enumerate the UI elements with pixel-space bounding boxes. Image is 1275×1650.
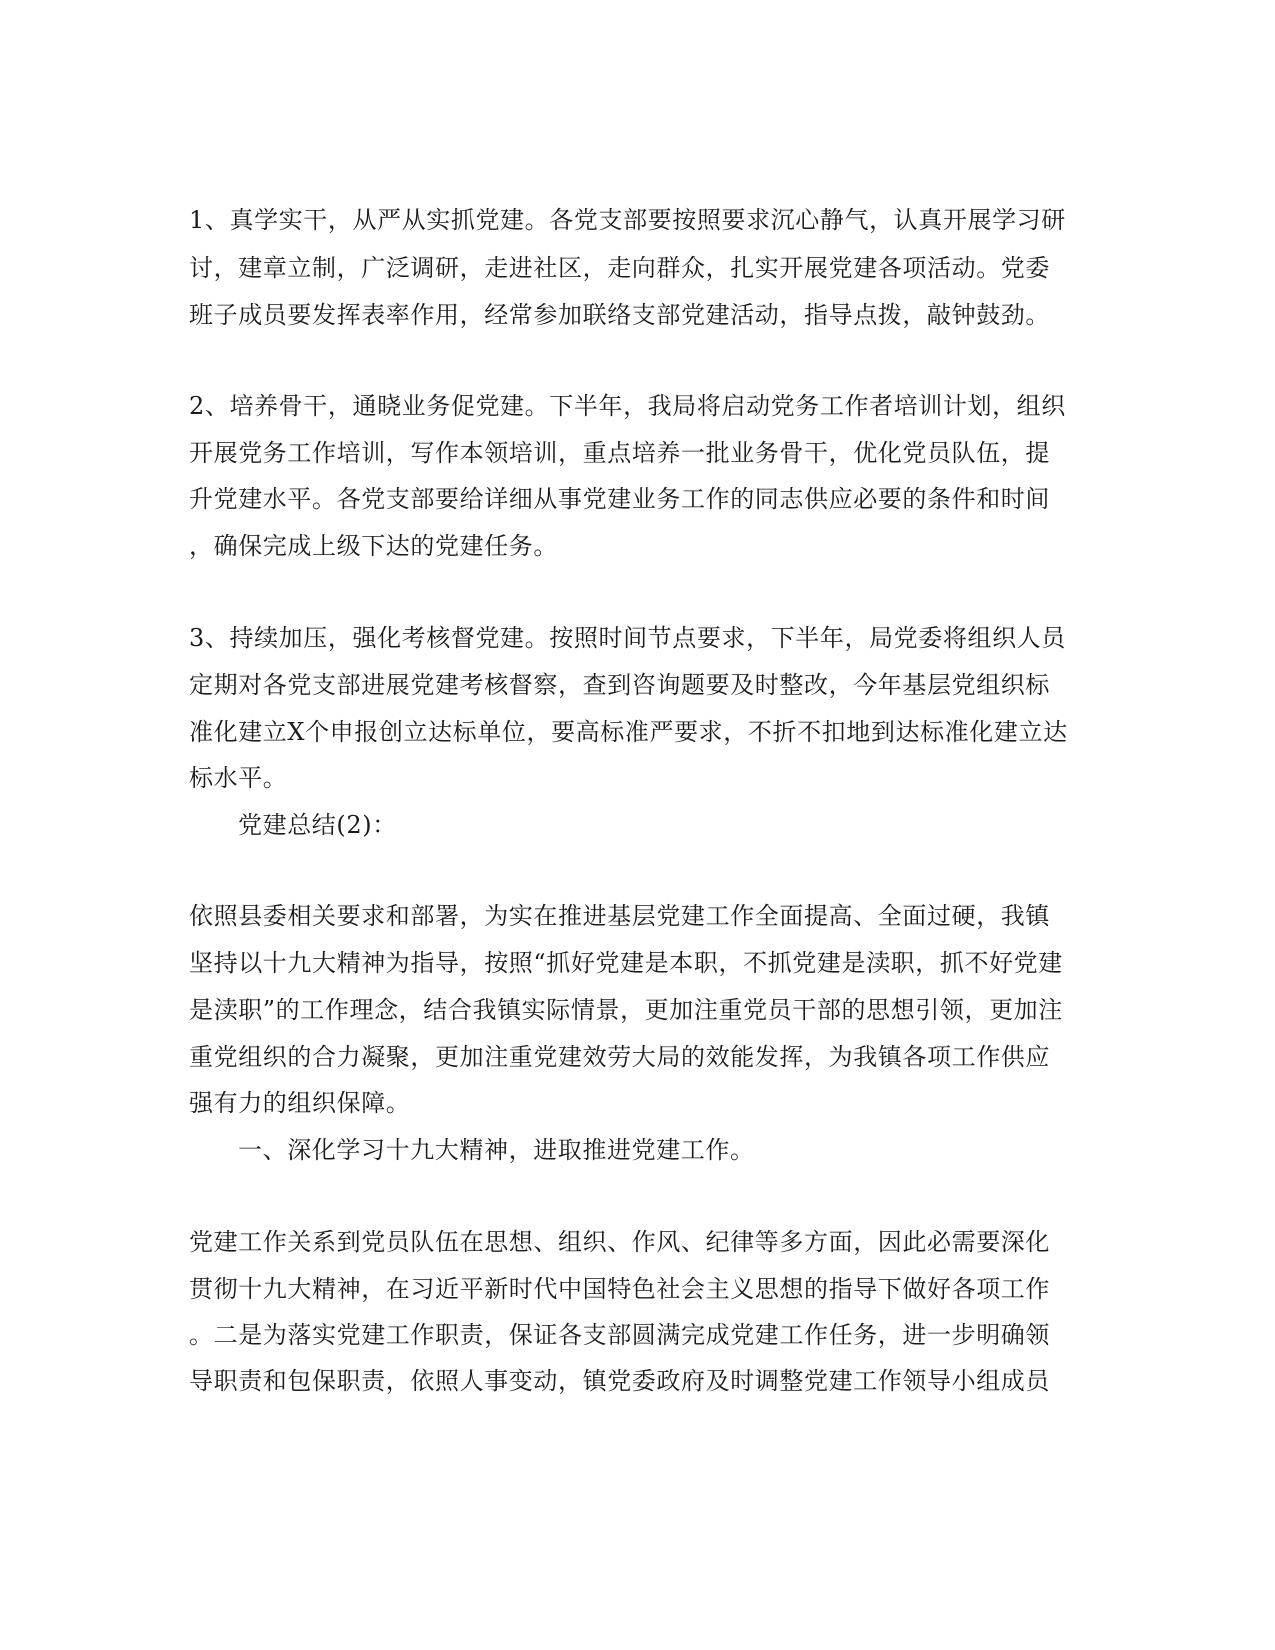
paragraph-2-line-4: ，确保完成上级下达的党建任务。 <box>189 532 558 560</box>
section-heading-summary-2: 党建总结(2)： <box>238 811 397 839</box>
paragraph-1-line-3: 班子成员要发挥表率作用，经常参加联络支部党建活动，指导点拨，敲钟鼓劲。 <box>189 301 1050 329</box>
paragraph-5-line-3: 。二是为落实党建工作职责，保证各支部圆满完成党建工作任务，进一步明确领 <box>189 1321 1050 1349</box>
paragraph-4-line-4: 重党组织的合力凝聚，更加注重党建效劳大局的效能发挥，为我镇各项工作供应 <box>189 1043 1050 1071</box>
paragraph-4-line-5: 强有力的组织保障。 <box>189 1089 411 1117</box>
paragraph-2-line-3: 升党建水平。各党支部要给详细从事党建业务工作的同志供应必要的条件和时间 <box>189 485 1050 513</box>
paragraph-2-line-2: 开展党务工作培训，写作本领培训，重点培养一批业务骨干，优化党员队伍，提 <box>189 439 1050 467</box>
paragraph-4-line-2: 坚持以十九大精神为指导，按照“抓好党建是本职，不抓党建是渎职，抓不好党建 <box>189 949 1063 977</box>
paragraph-3-line-2: 定期对各党支部进展党建考核督察，查到咨询题要及时整改，今年基层党组织标 <box>189 671 1050 699</box>
paragraph-3-line-3: 准化建立X个申报创立达标单位，要高标准严要求，不折不扣地到达标准化建立达 <box>189 718 1068 746</box>
paragraph-3-line-4: 标水平。 <box>189 764 288 792</box>
paragraph-4-line-1: 依照县委相关要求和部署，为实在推进基层党建工作全面提高、全面过硬，我镇 <box>189 902 1050 930</box>
paragraph-2-line-1: 2、培养骨干，通晓业务促党建。下半年，我局将启动党务工作者培训计划，组织 <box>189 392 1066 420</box>
paragraph-5-line-1: 党建工作关系到党员队伍在思想、组织、作风、纪律等多方面，因此必需要深化 <box>189 1228 1050 1256</box>
paragraph-4-line-3: 是渎职”的工作理念，结合我镇实际情景，更加注重党员干部的思想引领，更加注 <box>189 996 1063 1024</box>
subheading-1: 一、深化学习十九大精神，进取推进党建工作。 <box>238 1136 755 1164</box>
paragraph-5-line-2: 贯彻十九大精神，在习近平新时代中国特色社会主义思想的指导下做好各项工作 <box>189 1275 1050 1303</box>
paragraph-1-line-1: 1、真学实干，从严从实抓党建。各党支部要按照要求沉心静气，认真开展学习研 <box>189 206 1066 234</box>
paragraph-5-line-4: 导职责和包保职责，依照人事变动，镇党委政府及时调整党建工作领导小组成员 <box>189 1367 1050 1395</box>
paragraph-1-line-2: 讨，建章立制，广泛调研，走进社区，走向群众，扎实开展党建各项活动。党委 <box>189 254 1050 282</box>
paragraph-3-line-1: 3、持续加压，强化考核督党建。按照时间节点要求，下半年，局党委将组织人员 <box>189 624 1066 652</box>
